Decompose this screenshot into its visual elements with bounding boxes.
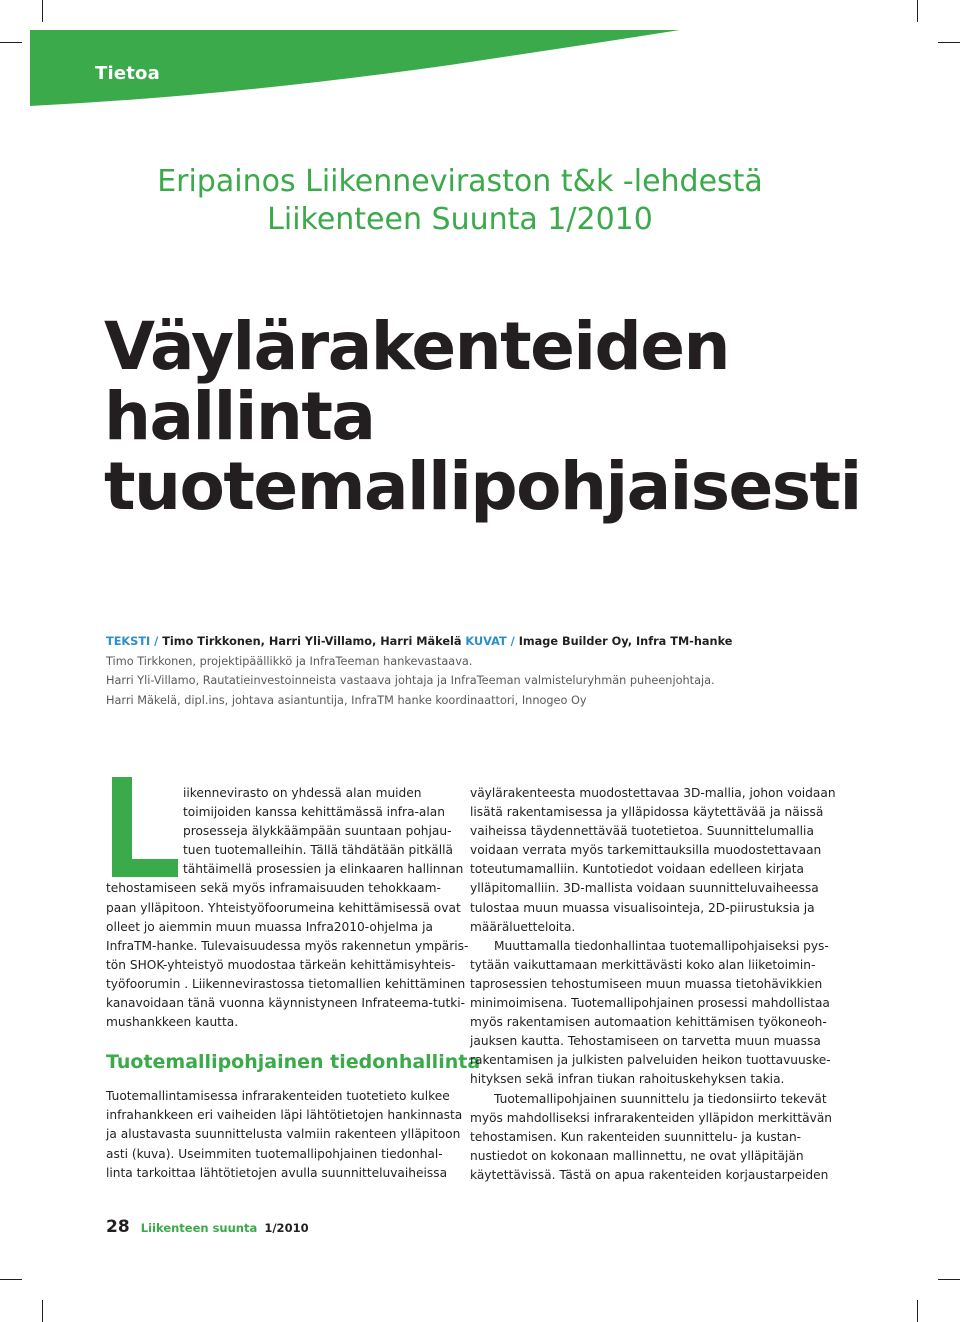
body-line: myös mahdolliseksi infrarakenteiden ylläpidon merkittävän <box>470 1110 833 1125</box>
reprint-line-2: Liikenteen Suunta 1/2010 <box>267 202 653 237</box>
title-line-1: Väylärakenteiden <box>104 308 730 385</box>
body-line: iikennevirasto on yhdessä alan muiden <box>183 786 422 800</box>
body-line: mushankkeen kautta. <box>106 1015 239 1030</box>
body-line: vaiheissa täydennettävää tuotetietoa. Suunnittelumallia <box>470 824 814 839</box>
body-line: tulostaa muun muassa visualisointeja, 2D-piirustuksia ja <box>470 900 815 915</box>
crop-mark <box>938 1279 960 1280</box>
images-label: KUVAT / <box>465 635 515 648</box>
body-line: tön SHOK-yhteistyö muodostaa tärkeän kehittämisyhteis- <box>106 957 456 972</box>
author-bio: Harri Mäkelä, dipl.ins, johtava asiantuntija, InfraTM hanke koordinaattori, Innogeo Oy <box>106 693 587 707</box>
body-line: käytettävissä. Tästä on apua rakenteiden korjaustarpeiden <box>470 1167 829 1182</box>
crop-mark <box>917 0 918 22</box>
credits-lead <box>106 632 866 652</box>
body-line: tehostamiseen sekä myös inframaisuuden tehokkaam- <box>106 881 441 896</box>
text-label: TEKSTI / <box>106 635 159 648</box>
subheading: Tuotemallipohjainen tiedonhallinta <box>106 1051 481 1074</box>
author-bio: Harri Yli-Villamo, Rautatieinvestoinneista vastaava johtaja ja InfraTeeman valmisteluryhmän puheenjohtaja. <box>106 674 715 688</box>
body-line: toteutumamalliin. Kuntotiedot voidaan edelleen kirjata <box>470 862 804 877</box>
body-line: ylläpitomalliin. 3D-mallista voidaan suunnitteluvaiheessa <box>470 881 819 896</box>
crop-mark <box>917 1300 918 1322</box>
body-line: kanavoidaan tänä vuonna käynnistyneen Infrateema-tutki- <box>106 996 466 1011</box>
images-source: Image Builder Oy, Infra TM-hanke <box>518 635 733 648</box>
credits <box>106 632 866 710</box>
body-line: prosesseja älykkäämpään suuntaan pohjau- <box>183 824 452 839</box>
body-line: paan ylläpitoon. Yhteistyöfoorumeina kehittämisessä ovat <box>106 900 461 915</box>
body-line: lisätä rakentamisessa ja ylläpidossa käytettävää ja näissä <box>470 805 824 820</box>
body-line: tehostamisen. Kun rakenteiden suunnittelu- ja kustan- <box>470 1129 802 1144</box>
crop-mark <box>0 42 22 43</box>
body-line: ja alustavasta suunnittelusta valmiin rakenteen ylläpitoon <box>106 1127 461 1142</box>
reprint-line-1: Eripainos Liikenneviraston t&k -lehdestä <box>157 164 763 199</box>
body-line: Tuotemallintamisessa infrarakenteiden tuotetieto kulkee <box>106 1089 450 1104</box>
body-line: nustiedot on kokonaan mallinnettu, ne ovat ylläpitäjän <box>470 1148 804 1163</box>
body-line: voidaan verrata myös tarkemittauksilla muodostettavaan <box>470 843 822 858</box>
issue-number: 1/2010 <box>264 1221 309 1235</box>
body-line: tytään vaikuttamaan merkittävästi koko alan liiketoimin- <box>470 957 816 972</box>
publication-name: Liikenteen suunta <box>140 1221 258 1235</box>
body-line: toimijoiden kanssa kehittämässä infra-alan <box>183 805 445 820</box>
body-line: Muuttamalla tiedonhallintaa tuotemallipohjaiseksi pys- <box>494 938 829 953</box>
body-line: tähtäimellä prosessien ja elinkaaren hallinnan <box>183 862 464 877</box>
body-line: työfoorumin . Liikennevirastossa tietomallien kehittäminen <box>106 976 466 991</box>
section-tag: Tietoa <box>95 63 160 84</box>
text-authors: Timo Tirkkonen, Harri Yli-Villamo, Harri Mäkelä <box>162 635 462 648</box>
title-line-2: hallinta <box>104 378 375 455</box>
author-bio: Timo Tirkkonen, projektipäällikkö ja InfraTeeman hankevastaava. <box>106 654 473 668</box>
body-line: rakentamisen ja julkisten palveluiden heikon tuottavuuske- <box>470 1053 831 1068</box>
body-line: taprosessien tehostumiseen muun muassa tietohävikkien <box>470 976 823 991</box>
page-number: 28 <box>106 1217 130 1237</box>
body-line: väylärakenteesta muodostettavaa 3D-mallia, johon voidaan <box>470 786 836 800</box>
body-line: Tuotemallipohjainen suunnittelu ja tiedonsiirto tekevät <box>494 1091 827 1106</box>
left-column <box>106 784 481 1183</box>
title-line-3: tuotemallipohjaisesti <box>104 448 861 525</box>
crop-mark <box>938 42 960 43</box>
body-line: linta tarkoittaa lähtötietojen avulla suunnitteluvaiheissa <box>106 1165 448 1180</box>
body-line: olleet jo aiemmin muun muassa Infra2010-ohjelma ja <box>106 919 433 934</box>
page-footer <box>106 1217 309 1237</box>
crop-mark <box>42 0 43 22</box>
crop-mark <box>0 1279 22 1280</box>
body-line: infrahankkeen eri vaiheiden läpi lähtötietojen hankinnasta <box>106 1108 463 1123</box>
body-line: määräluetteloita. <box>470 919 576 934</box>
body-line: asti (kuva). Useimmiten tuotemallipohjainen tiedonhal- <box>106 1146 443 1161</box>
body-line: minimoimisena. Tuotemallipohjainen prosessi mahdollistaa <box>470 996 830 1011</box>
body-line: myös rakentamisen automaation kehittämisen työkoneoh- <box>470 1015 827 1030</box>
reprint-note <box>120 163 800 239</box>
body-line: tuen tuotemalleihin. Tällä tähdätään pitkällä <box>183 843 453 858</box>
article-title <box>104 308 904 525</box>
body-line: InfraTM-hanke. Tulevaisuudessa myös rakennetun ympäris- <box>106 938 469 953</box>
crop-mark <box>42 1300 43 1322</box>
body-line: hityksen sekä infran tiukan rahoituskehyksen takia. <box>470 1072 785 1087</box>
right-column <box>470 784 836 1185</box>
body-line: jauksen kautta. Tehostamiseen on tarvetta muun muassa <box>470 1034 821 1049</box>
